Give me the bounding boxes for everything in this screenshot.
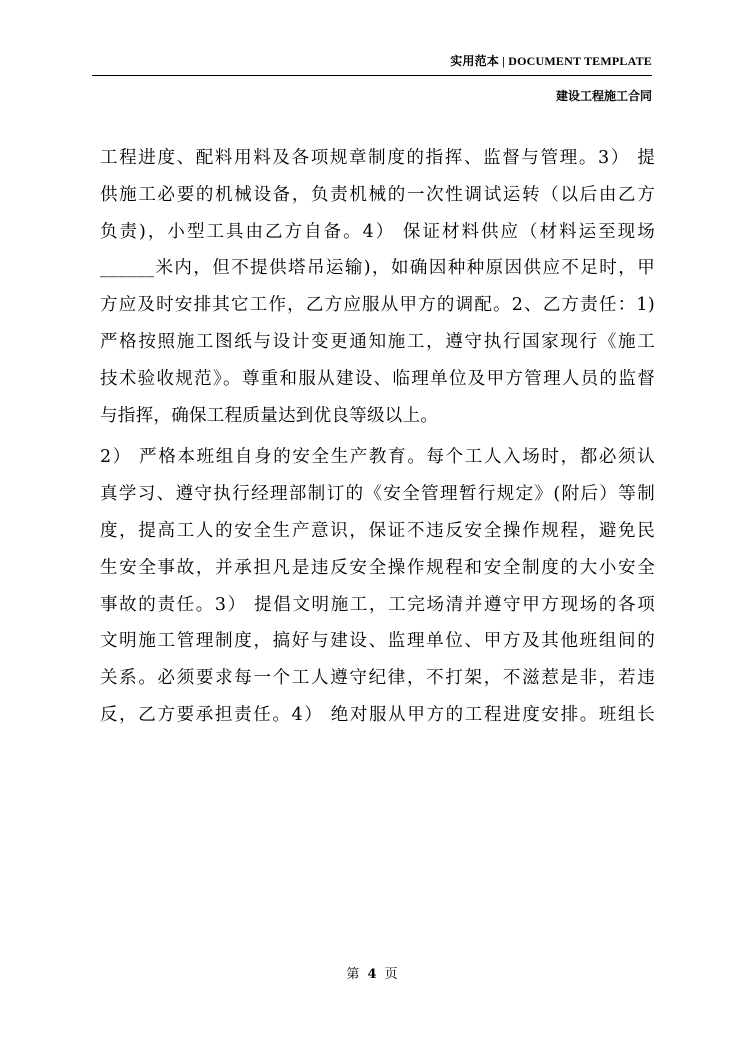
header-subtitle: 建设工程施工合同 — [555, 89, 652, 103]
text-line: 真学习、遵守执行经理部制订的《安全管理暂行规定》(附后）等制 — [100, 484, 655, 505]
text-line: 反，乙方要承担责任。4） 绝对服从甲方的工程进度安排。班组长 — [100, 704, 655, 725]
text-line: 与指挥，确保工程质量达到优良等级以上。 — [100, 405, 439, 426]
text-line: 供施工必要的机械设备，负责机械的一次性调试运转（以后由乙方 — [100, 184, 655, 205]
page-label-prefix: 第 — [346, 967, 360, 982]
text-line: 方应及时安排其它工作，乙方应服从甲方的调配。2、乙方责任：1) — [100, 295, 655, 316]
page-label-suffix: 页 — [384, 967, 398, 982]
text-line: 负责)，小型工具由乙方自备。4） 保证材料供应（材料运至现场 — [100, 221, 655, 242]
text-line: 事故的责任。3） 提倡文明施工，工完场清并遵守甲方现场的各项 — [100, 594, 655, 615]
text-line: 工程进度、配料用料及各项规章制度的指挥、监督与管理。3） 提 — [100, 148, 655, 168]
text-line: 技术验收规范》。尊重和服从建设、临理单位及甲方管理人员的监督 — [100, 368, 655, 389]
text-line: ______米内，但不提供塔吊运输)，如确因种种原因供应不足时，甲 — [100, 258, 655, 279]
header-divider — [92, 75, 652, 76]
page-number: 4 — [367, 967, 377, 982]
document-body — [100, 140, 655, 734]
text-line: 2） 严格本班组自身的安全生产教育。每个工人入场时，都必须认 — [100, 447, 655, 468]
text-line: 文明施工管理制度，搞好与建设、监理单位、甲方及其他班组间的 — [100, 631, 655, 652]
text-line: 关系。必须要求每一个工人遵守纪律，不打架，不滋惹是非，若违 — [100, 668, 655, 689]
page-footer — [0, 963, 744, 982]
text-line: 度，提高工人的安全生产意识，保证不违反安全操作规程，避免民 — [100, 520, 655, 541]
text-line: 生安全事故，并承担凡是违反安全操作规程和安全制度的大小安全 — [100, 557, 655, 578]
header-title: 实用范本 | DOCUMENT TEMPLATE — [450, 54, 652, 68]
text-line: 严格按照施工图纸与设计变更通知施工，遵守执行国家现行《施工 — [100, 331, 655, 352]
